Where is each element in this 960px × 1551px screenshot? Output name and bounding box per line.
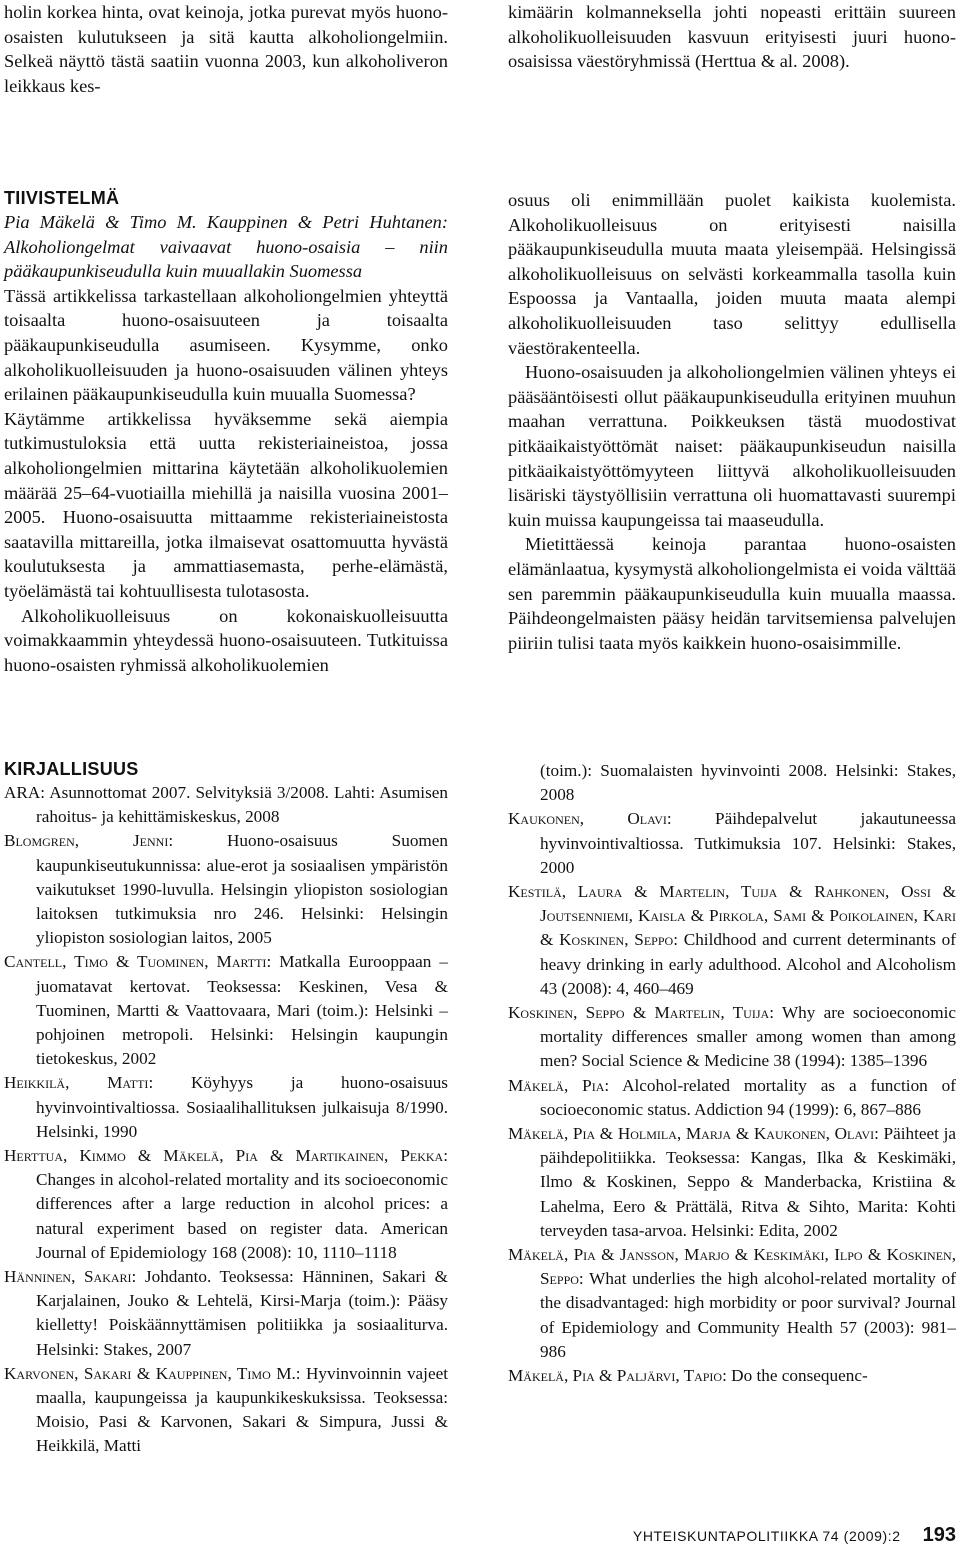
reference-text: : Köyhyys ja huono-osaisuus hyvinvointivaltiossa. Sosiaalihallituksen julkaisuja 8/1990. Helsinki, 1990 xyxy=(36,1073,448,1141)
reference-item xyxy=(508,1122,956,1243)
reference-text: (toim.): Suomalaisten hyvinvointi 2008. Helsinki: Stakes, 2008 xyxy=(540,761,956,805)
reference-text: : Päihteet ja päihdepolitiikka. Teoksessa: Kangas, Ilka & Keskimäki, Ilmo & Koskinen, Seppo & Manderbacka, Kristiina & Lahelma, Eero & Prättälä, Ritva & Sihto, Marita: Kohti terveyden tasa-arvoa. Helsinki: Edita, 2002 xyxy=(540,1124,956,1240)
reference-item xyxy=(508,1001,956,1074)
abstract-paragraph: osuus oli enimmillään puolet kaikista kuolemista. Alkoholikuolleisuus on erityisesti naisilla pääkaupunkiseudulla muuta maata yleisempää. Helsingissä alkoholikuolleisuus on selvästi korkeammalla tasolla kuin Espoossa ja Vantaalla, joiden muuta maata alempi alkoholikuolleisuuden taso selittyy edullisella väestörakenteella. xyxy=(508,190,956,358)
reference-text: : Hyvinvoinnin vajeet maalla, kaupungeissa ja kaupunkikeskuksissa. Teoksessa: Moisio, Pasi & Karvonen, Sakari & Simpura, Jussi & Heikkilä, Matti xyxy=(36,1363,448,1456)
reference-author: ARA xyxy=(4,783,41,802)
reference-text: : Matkalla Eurooppaan – juomatavat kertovat. Teoksessa: Keskinen, Vesa & Tuominen, Martti & Vaattovaara, Mari (toim.): Helsinki – pohjoinen metropoli. Helsinki: Helsingin kaupungin tietokeskus, 2002 xyxy=(36,952,449,1069)
reference-text: : Johdanto. Teoksessa: Hänninen, Sakari & Karjalainen, Jouko & Lehtelä, Kirsi-Marja (toim.): Pääsy kielletty! Poiskäännyttämisen politiikka ja sosiaaliturva. Helsinki: Stakes, 2007 xyxy=(36,1267,448,1359)
abstract-paragraph: Käytämme artikkelissa hyväksemme sekä aiempia tutkimustuloksia että uutta rekisteriaineistoa, jossa alkoholiongelmien mittarina käytetään alkoholikuolemien määrää 25–64-vuotiailla miehillä ja naisilla vuosina 2001–2005. Huono-osaisuutta mittaamme rekisteriaineistosta saatavilla mittareilla, jotka ilmaisevat osattomuutta hyvästä koulutuksesta ja ammattiasemasta, perhe-elämästä, työelämästä tai kohtuullisesta tulotasosta. xyxy=(4,408,448,601)
abstract-paragraph: Huono-osaisuuden ja alkoholiongelmien välinen yhteys ei pääsääntöisesti ollut pääkaupunkiseudulla erityinen muuhun maahan verrattuna. Poikkeuksen tästä muodostivat pitkäaikaistyöttömät naiset: pääkaupunkiseudun naisilla pitkäaikaistyöttömyyteen liittyvä alkoholikuolleisuuden lisäriski täystyöllisiin verrattuna oli huomattavasti suurempi kuin muissa kaupungeissa tai maaseudulla. xyxy=(508,362,956,530)
reference-author: Mäkelä, Pia & Holmila, Marja & Kaukonen, Olavi xyxy=(508,1124,875,1144)
references-heading: KIRJALLISUUS xyxy=(4,759,139,779)
top-left-column xyxy=(4,0,448,98)
reference-text: : Childhood and current determinants of heavy drinking in early adulthood. Alcohol and Alcoholism 43 (2008): 4, 460–469 xyxy=(540,930,956,998)
reference-author: Cantell, Timo & Tuominen, Martti xyxy=(4,952,267,972)
reference-text: : Huono-osaisuus Suomen kaupunkiseutukunnissa: alue-erot ja sosiaalisen ympäristön vaikutukset 1990-luvulla. Helsingin yliopiston sosiologian laitoksen tutkimuksia nro 246. Helsinki: Helsingin yliopiston sosiologian laitos, 2005 xyxy=(36,831,448,948)
reference-text: : Alcohol-related mortality as a function of socioeconomic status. Addiction 94 (1999): 6, 867–886 xyxy=(540,1075,956,1119)
reference-author: Koskinen, Seppo & Martelin, Tuija xyxy=(508,1003,770,1023)
reference-text: : What underlies the high alcohol-related mortality of the disadvantaged: high morbidity or poor survival? Journal of Epidemiology and Community Health 57 (2003): 981–986 xyxy=(540,1269,956,1361)
reference-item xyxy=(4,1144,448,1265)
abstract-paragraph: Alkoholikuolleisuus on kokonaiskuolleisuutta voimakkaammin yhteydessä huono-osaisuuteen. Tutkituissa huono-osaisten ryhmissä alkoholikuolemien xyxy=(4,605,448,675)
page-footer xyxy=(560,1524,956,1547)
reference-item xyxy=(508,807,956,880)
page-number: 193 xyxy=(922,1524,956,1546)
reference-text: : Do the consequenc- xyxy=(722,1366,868,1386)
abstract-authors: Pia Mäkelä & Timo M. Kauppinen & Petri Huhtanen: Alkoholiongelmat vaivaavat huono-osaisia – niin pääkaupunkiseudulla kuin muuallakin Suomessa xyxy=(4,212,448,282)
abstract-paragraph: Tässä artikkelissa tarkastellaan alkoholiongelmien yhteyttä toisaalta huono-osaisuuteen ja toisaalta pääkaupunkiseudulla asumiseen. Kysymme, onko alkoholikuolleisuuden ja huono-osaisuuden välinen yhteys erilainen pääkaupunkiseudulla kuin muualla Suomessa? xyxy=(4,285,448,405)
reference-author: Hänninen, Sakari xyxy=(4,1267,132,1287)
reference-item xyxy=(4,1362,448,1459)
abstract-heading: TIIVISTELMÄ xyxy=(4,188,120,208)
abstract-left-column xyxy=(4,186,448,677)
reference-item xyxy=(508,1243,956,1364)
reference-author: Herttua, Kimmo & Mäkelä, Pia & Martikainen, Pekka xyxy=(4,1146,444,1166)
reference-author: Blomgren, Jenni xyxy=(4,831,169,851)
reference-item xyxy=(508,880,956,1001)
reference-item xyxy=(4,950,448,1071)
reference-item xyxy=(508,1364,956,1388)
reference-item xyxy=(4,1265,448,1362)
references-left-column xyxy=(4,757,448,1459)
reference-text: : Päihdepalvelut jakautuneessa hyvinvointivaltiossa. Tutkimuksia 107. Helsinki: Stakes, 2000 xyxy=(540,809,956,877)
reference-author: Mäkelä, Pia xyxy=(508,1075,605,1095)
reference-text: : Asunnottomat 2007. Selvityksiä 3/2008. Lahti: Asumisen rahoitus- ja kehittämiskeskus, 2008 xyxy=(36,783,448,827)
reference-item xyxy=(4,781,448,829)
reference-item xyxy=(508,1074,956,1122)
reference-author: Mäkelä, Pia & Paljärvi, Tapio xyxy=(508,1366,723,1386)
reference-author: Heikkilä, Matti xyxy=(4,1073,149,1093)
reference-author: Kaukonen, Olavi xyxy=(508,809,667,829)
top-right-text: kimäärin kolmanneksella johti nopeasti erittäin suureen alkoholikuolleisuuden kasvuun erityisesti juuri huono-osaisissa väestöryhmissä (Herttua & al. 2008). xyxy=(508,2,956,72)
abstract-right-column xyxy=(508,188,956,655)
reference-item xyxy=(4,1071,448,1144)
reference-item-continued xyxy=(508,759,956,807)
reference-author: Mäkelä, Pia & Jansson, Marjo & Keskimäki, Ilpo & Koskinen, Seppo xyxy=(508,1245,956,1289)
top-right-column xyxy=(508,0,956,74)
references-right-column xyxy=(508,759,956,1388)
reference-text: : Changes in alcohol-related mortality and its socioeconomic differences after a large reduction in alcohol prices: a natural experiment based on register data. American Journal of Epidemiology 168 (2008): 10, 1110–1118 xyxy=(36,1146,448,1262)
abstract-paragraph: Mietittäessä keinoja parantaa huono-osaisten elämänlaatua, kysymystä alkoholiongelmista ei voida välttää sen paremmin pääkaupunkiseudulla kuin muualla maassa. Päihdeongelmaisten pääsy heidän tarvitsemiensa palvelujen piiriin tulisi taata myös kaikkein huono-osaisimmille. xyxy=(508,534,956,653)
reference-item xyxy=(4,829,448,950)
reference-text: : Why are socioeconomic mortality differences smaller among women than among men? Social Science & Medicine 38 (1994): 1385–1396 xyxy=(540,1003,957,1071)
top-left-text: holin korkea hinta, ovat keinoja, jotka purevat myös huono-osaisten kulutukseen ja sitä kautta alkoholiongelmiin. Selkeä näyttö tästä saatiin vuonna 2003, kun alkoholiveron leikkaus kes- xyxy=(4,2,448,96)
reference-author: Karvonen, Sakari & Kauppinen, Timo M. xyxy=(4,1363,296,1383)
reference-author: Kestilä, Laura & Martelin, Tuija & Rahkonen, Ossi & Joutsenniemi, Kaisla & Pirkola, Sami & Poikolainen, Kari & Koskinen, Seppo xyxy=(508,882,956,950)
journal-name: YHTEISKUNTAPOLITIIKKA 74 (2009):2 xyxy=(632,1528,901,1544)
